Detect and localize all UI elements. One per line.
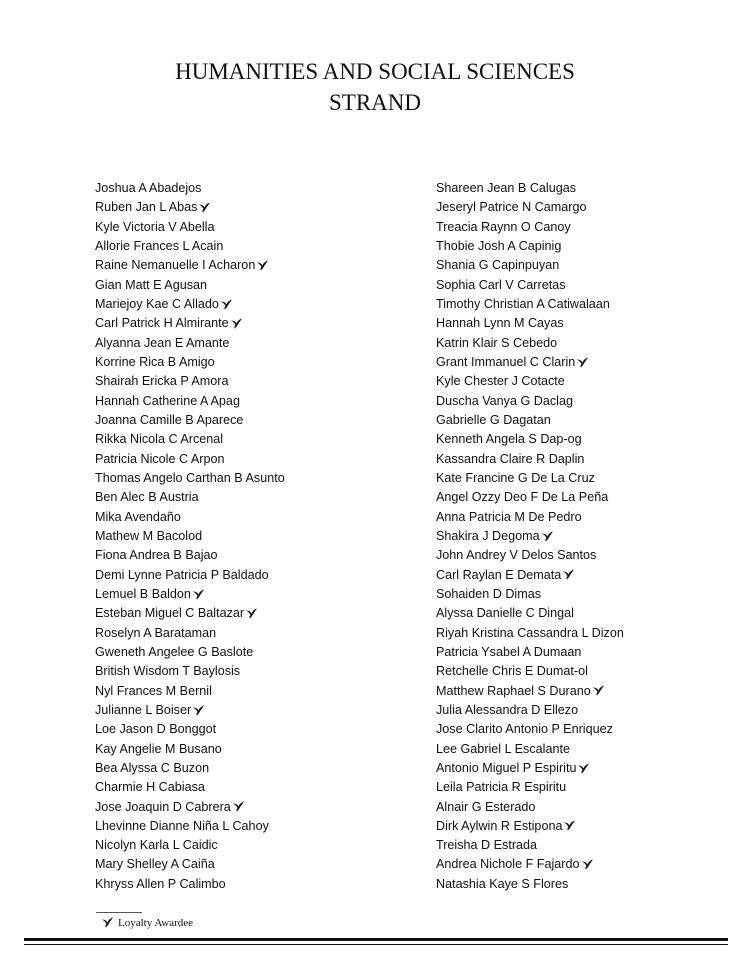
student-name: Retchelle Chris E Dumat-ol: [436, 664, 588, 679]
names-column-right: [436, 179, 736, 894]
student-name: Shareen Jean B Calugas: [436, 181, 577, 195]
student-name: Joanna Camille B Aparece: [95, 412, 244, 427]
title-line-1: HUMANITIES AND SOCIAL SCIENCES: [175, 59, 575, 84]
list-item: [436, 256, 736, 275]
bird-icon: [576, 357, 589, 369]
student-name: Treisha D Estrada: [436, 838, 538, 853]
footer-rule-thick: [24, 938, 728, 941]
list-item: [95, 353, 415, 372]
list-item: [95, 720, 415, 739]
student-name: Leila Patricia R Espiritu: [436, 780, 567, 795]
student-name: Lemuel B Baldon: [95, 586, 191, 601]
student-name: Kate Francine G De La Cruz: [436, 470, 595, 485]
student-name: Grant Immanuel C Clarin: [436, 354, 576, 369]
student-name: British Wisdom T Baylosis: [95, 664, 241, 679]
list-item: [436, 662, 736, 681]
list-item: [436, 527, 736, 546]
list-item: [95, 411, 415, 430]
student-name: Katrin Klair S Cebedo: [436, 335, 558, 350]
list-item: [95, 469, 415, 488]
list-item: [95, 179, 415, 198]
student-name: Kassandra Claire R Daplin: [436, 451, 585, 466]
bird-icon: [192, 589, 205, 601]
student-name: Antonio Miguel P Espiritu: [436, 760, 577, 775]
student-name: Ben Alec B Austria: [95, 490, 199, 505]
student-name: Andrea Nichole F Fajardo: [436, 857, 580, 872]
student-name: Shairah Ericka P Amora: [95, 374, 229, 389]
list-item: [95, 759, 415, 778]
list-item: [95, 527, 415, 546]
student-name: Ruben Jan L Abas: [95, 200, 198, 215]
list-item: [436, 585, 736, 604]
names-column-left: [95, 179, 415, 894]
list-item: [95, 256, 415, 275]
student-name: Alyssa Danielle C Dingal: [436, 606, 574, 621]
student-name: Lee Gabriel L Escalante: [436, 741, 570, 756]
student-name: Carl Patrick H Almirante: [95, 316, 229, 331]
page-title: [0, 56, 750, 118]
student-name: Demi Lynne Patricia P Baldado: [95, 567, 269, 582]
list-item: [95, 682, 415, 701]
list-item: [436, 411, 736, 430]
student-name: Treacia Raynn O Canoy: [436, 219, 571, 234]
list-item: [436, 817, 736, 836]
list-item: [436, 855, 736, 874]
bird-icon: [220, 299, 233, 311]
student-name: Khryss Allen P Calimbo: [95, 876, 226, 891]
list-item: [95, 295, 415, 314]
student-name: Charmie H Cabiasa: [95, 780, 205, 795]
list-item: [436, 334, 736, 353]
student-name: Roselyn A Barataman: [95, 625, 217, 640]
list-item: [95, 566, 415, 585]
list-item: [436, 546, 736, 565]
student-name: Kyle Victoria V Abella: [95, 219, 215, 234]
student-name: Carl Raylan E Demata: [436, 567, 562, 582]
list-item: [436, 372, 736, 391]
list-item: [436, 798, 736, 817]
list-item: [436, 682, 736, 701]
list-item: [436, 624, 736, 643]
list-item: [436, 508, 736, 527]
list-item: [95, 740, 415, 759]
list-item: [436, 604, 736, 623]
list-item: [436, 198, 736, 217]
list-item: [95, 855, 415, 874]
legend-label: Loyalty Awardee: [118, 917, 194, 929]
student-name: Jeseryl Patrice N Camargo: [436, 200, 587, 215]
list-item: [436, 295, 736, 314]
list-item: [95, 817, 415, 836]
student-name: Alnair G Esterado: [436, 799, 536, 814]
student-name: Matthew Raphael S Durano: [436, 683, 591, 698]
student-name: Korrine Rica B Amigo: [95, 354, 215, 369]
bird-icon: [198, 202, 211, 214]
student-name: Joshua A Abadejos: [95, 181, 202, 195]
bird-icon: [577, 763, 590, 775]
student-name: Kenneth Angela S Dap-og: [436, 432, 582, 447]
student-name: Kay Angelie M Busano: [95, 741, 222, 756]
student-name: Nyl Frances M Bernil: [95, 683, 212, 698]
bird-icon: [562, 569, 575, 581]
bird-icon: [256, 260, 269, 272]
student-name: Julianne L Boiser: [95, 702, 192, 717]
list-item: [95, 450, 415, 469]
list-item: [436, 643, 736, 662]
legend-divider: [96, 912, 142, 913]
list-item: [436, 353, 736, 372]
student-name: Allorie Frances L Acain: [95, 238, 224, 253]
student-name: Angel Ozzy Deo F De La Peña: [436, 490, 609, 505]
list-item: [95, 624, 415, 643]
list-item: [95, 836, 415, 855]
student-name: Loe Jason D Bonggot: [95, 722, 217, 737]
student-name: Hannah Lynn M Cayas: [436, 316, 564, 331]
student-name: Shakira J Degoma: [436, 528, 540, 543]
list-item: [436, 430, 736, 449]
list-item: [436, 469, 736, 488]
list-item: [95, 488, 415, 507]
list-item: [436, 740, 736, 759]
student-name: Anna Patricia M De Pedro: [436, 509, 582, 524]
student-name: Mathew M Bacolod: [95, 528, 203, 543]
list-item: [95, 334, 415, 353]
student-name: Timothy Christian A Catiwalaan: [436, 296, 610, 311]
student-name: Shania G Capinpuyan: [436, 258, 560, 273]
student-name: Fiona Andrea B Bajao: [95, 548, 218, 563]
list-item: [95, 546, 415, 565]
legend: [101, 917, 193, 929]
list-item: [95, 662, 415, 681]
list-item: [95, 875, 415, 894]
list-item: [436, 450, 736, 469]
list-item: [95, 778, 415, 797]
student-name: Gabrielle G Dagatan: [436, 412, 551, 427]
list-item: [436, 276, 736, 295]
student-name: Jose Clarito Antonio P Enriquez: [436, 722, 613, 737]
list-item: [95, 276, 415, 295]
list-item: [95, 604, 415, 623]
list-item: [95, 314, 415, 333]
list-item: [436, 392, 736, 411]
student-name: Hannah Catherine A Apag: [95, 393, 240, 408]
student-name: Natashia Kaye S Flores: [436, 876, 569, 891]
title-line-2: STRAND: [328, 90, 421, 115]
student-name: Sophia Carl V Carretas: [436, 277, 566, 292]
list-item: [95, 508, 415, 527]
list-item: [436, 875, 736, 894]
student-name: Gian Matt E Agusan: [95, 277, 208, 292]
list-item: [95, 798, 415, 817]
bird-icon: [245, 608, 258, 620]
list-item: [436, 720, 736, 739]
student-name: Patricia Nicole C Arpon: [95, 451, 225, 466]
list-item: [95, 218, 415, 237]
bird-icon: [101, 917, 114, 929]
list-item: [95, 392, 415, 411]
student-name: Kyle Chester J Cotacte: [436, 374, 565, 389]
student-name: Raine Nemanuelle I Acharon: [95, 258, 256, 273]
list-item: [95, 372, 415, 391]
list-item: [436, 314, 736, 333]
student-name: Jose Joaquin D Cabrera: [95, 799, 231, 814]
bird-icon: [592, 685, 605, 697]
student-name: Mariejoy Kae C Allado: [95, 296, 219, 311]
bird-icon: [192, 705, 205, 717]
student-name: Sohaiden D Dimas: [436, 586, 541, 601]
student-name: Thomas Angelo Carthan B Asunto: [95, 470, 285, 485]
student-name: Riyah Kristina Cassandra L Dizon: [436, 625, 624, 640]
list-item: [95, 430, 415, 449]
student-name: Patricia Ysabel A Dumaan: [436, 644, 582, 659]
list-item: [436, 218, 736, 237]
list-item: [436, 566, 736, 585]
student-name: Alyanna Jean E Amante: [95, 335, 230, 350]
student-name: Mary Shelley A Caiña: [95, 857, 215, 872]
list-item: [436, 759, 736, 778]
student-name: Mika Avendaño: [95, 509, 181, 524]
bird-icon: [581, 859, 594, 871]
list-item: [95, 198, 415, 217]
list-item: [436, 488, 736, 507]
student-name: Thobie Josh A Capinig: [436, 238, 562, 253]
list-item: [436, 237, 736, 256]
list-item: [436, 179, 736, 198]
list-item: [436, 778, 736, 797]
student-name: Rikka Nicola C Arcenal: [95, 432, 224, 447]
footer-rule-thin: [24, 944, 728, 945]
student-name: John Andrey V Delos Santos: [436, 548, 597, 563]
student-name: Nicolyn Karla L Caidic: [95, 838, 218, 853]
list-item: [95, 585, 415, 604]
student-name: Julia Alessandra D Ellezo: [436, 702, 579, 717]
student-name: Bea Alyssa C Buzon: [95, 760, 210, 775]
list-item: [95, 237, 415, 256]
bird-icon: [230, 318, 243, 330]
student-name: Gweneth Angelee G Baslote: [95, 644, 254, 659]
student-name: Lhevinne Dianne Niña L Cahoy: [95, 818, 269, 833]
student-name: Dirk Aylwin R Estipona: [436, 818, 563, 833]
list-item: [436, 701, 736, 720]
student-name: Esteban Miguel C Baltazar: [95, 606, 245, 621]
list-item: [95, 701, 415, 720]
bird-icon: [541, 531, 554, 543]
student-name: Duscha Vanya G Daclag: [436, 393, 573, 408]
list-item: [436, 836, 736, 855]
list-item: [95, 643, 415, 662]
bird-icon: [563, 820, 576, 832]
bird-icon: [232, 801, 245, 813]
